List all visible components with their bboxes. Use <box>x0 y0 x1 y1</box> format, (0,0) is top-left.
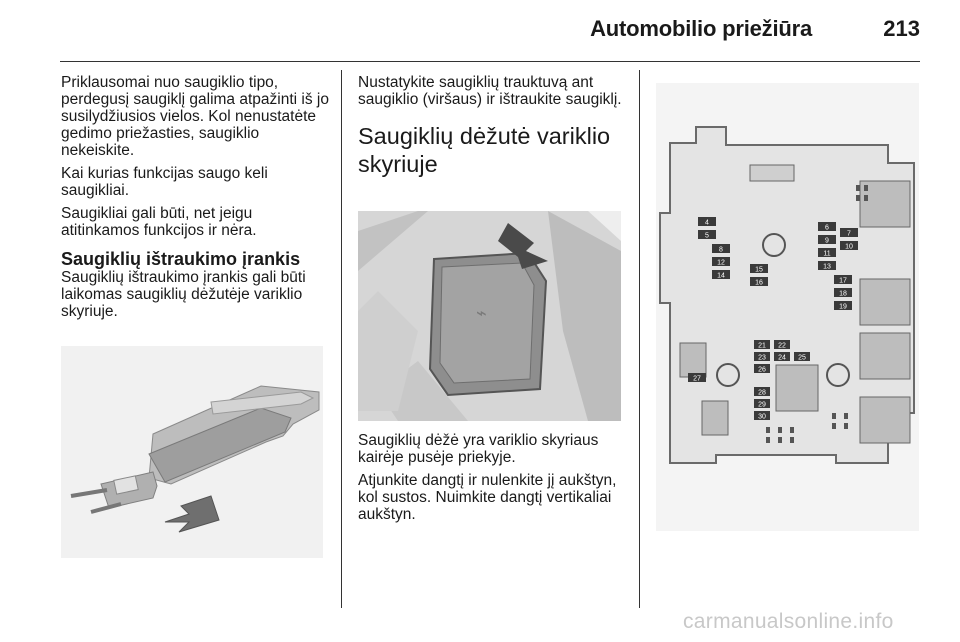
column-1 <box>61 74 329 326</box>
paragraph-fuses-present: Saugikliai gali būti, net jeigu atitinkamos funkcijos ir nėra. <box>61 205 257 239</box>
fusebox-layout-diagram <box>656 83 919 531</box>
page-header <box>0 14 920 52</box>
fuse-label: 23 <box>758 354 766 362</box>
fuse-label: 22 <box>778 342 786 350</box>
paragraph-fuse-identify: Priklausomai nuo saugiklio tipo, perdegusį saugiklį galima atpažinti iš jo susilydžiusios vielos. Kol nenustatėte gedimo priežasties, saugiklio nekeiskite. <box>61 74 329 159</box>
fuse-label: 9 <box>825 237 829 245</box>
paragraph-extractor-usage: Nustatykite saugiklių trauktuvą ant saugiklio (viršaus) ir ištraukite saugiklį. <box>358 74 622 108</box>
column-divider-1 <box>341 70 342 608</box>
fusebox-location-photo <box>358 211 621 421</box>
watermark: carmanualsonline.info <box>683 610 894 633</box>
fuse-label: 12 <box>717 259 725 267</box>
fuse-label: 14 <box>717 272 725 280</box>
paragraph-extractor-location: Saugiklių ištraukimo įrankis gali būti laikomas saugiklių dėžutėje variklio skyriuje. <box>61 269 306 320</box>
fusebox-cover-symbol: ⌁ <box>476 303 487 323</box>
fuse-label: 15 <box>755 266 763 274</box>
fuse-label: 16 <box>755 279 763 287</box>
fuse-label: 7 <box>847 230 851 238</box>
fusebox-layout-drawing <box>656 83 919 531</box>
fuse-label: 11 <box>823 250 831 258</box>
fuse-label: 27 <box>693 375 701 383</box>
column-2 <box>358 74 630 192</box>
column-divider-2 <box>639 70 640 608</box>
heading-engine-fusebox: Saugiklių dėžutė variklio skyriuje <box>358 123 611 177</box>
paragraph-remove-cover: Atjunkite dangtį ir nulenkite jį aukštyn, kol sustos. Nuimkite dangtį vertikaliai aukštyn. <box>358 472 617 523</box>
page-title: Automobilio priežiūra <box>590 16 812 41</box>
fuse-label: 28 <box>758 389 766 397</box>
fuse-label: 21 <box>758 342 766 350</box>
fuse-label: 5 <box>705 232 709 240</box>
fuse-label: 24 <box>778 354 786 362</box>
fuse-label: 30 <box>758 413 766 421</box>
heading-fuse-extractor: Saugiklių ištraukimo įrankis <box>61 249 301 269</box>
fuse-label: 10 <box>845 243 853 251</box>
fuse-label: 6 <box>825 224 829 232</box>
fuse-extractor-drawing <box>61 346 323 558</box>
paragraph-fusebox-location: Saugiklių dėžė yra variklio skyriaus kairėje pusėje priekyje. <box>358 432 599 466</box>
fuse-label: 13 <box>823 263 831 271</box>
header-rule <box>60 61 920 62</box>
fuse-label: 25 <box>798 354 806 362</box>
page-number: 213 <box>883 16 920 41</box>
fuse-label: 18 <box>839 290 847 298</box>
column-2-lower <box>358 432 638 529</box>
fuse-label: 17 <box>839 277 847 285</box>
fuse-label: 4 <box>705 219 709 227</box>
fuse-label: 8 <box>719 246 723 254</box>
paragraph-multiple-fuses: Kai kurias funkcijas saugo keli saugikliai. <box>61 165 268 199</box>
fuse-label: 26 <box>758 366 766 374</box>
fuse-label: 19 <box>839 303 847 311</box>
fuse-extractor-illustration <box>61 346 323 558</box>
engine-bay-drawing <box>358 211 621 421</box>
fuse-label: 29 <box>758 401 766 409</box>
